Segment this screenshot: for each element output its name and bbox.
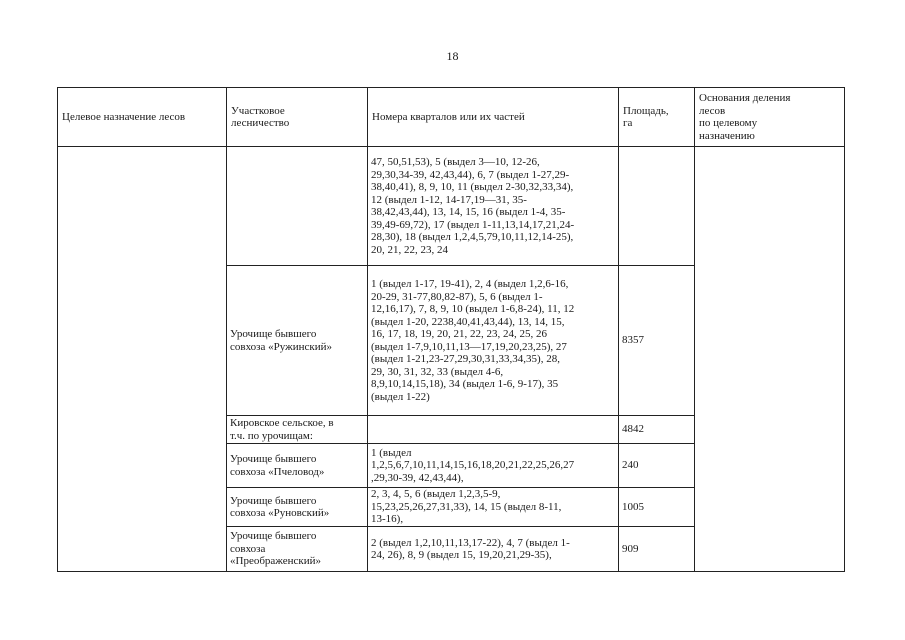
header-basis-line1: Основания деления (699, 92, 791, 104)
header-area-line2: га (623, 117, 633, 129)
area-cell: 240 (619, 444, 695, 488)
header-quarters (368, 88, 619, 147)
area-cell: 909 (619, 527, 695, 572)
district-cell: Кировское сельское, в т.ч. по урочищам: (227, 416, 368, 444)
forest-purpose-cell (58, 147, 227, 572)
quarters-cell: 1 (выдел 1-17, 19-41), 2, 4 (выдел 1,2,6-16, 20-29, 31-77,80,82-87), 5, 6 (выдел 1- 12,16,17), 7, 8, 9, 10 (выдел 1-6,8-24), 11, 12 (выдел 1-20, 2238,40,41,43,44), 13, 14, 15, 16, 17, 18, 19, 20, 21, 22, 23, 24, 25, 26 (выдел 1-7,9,10,11,13—17,19,20,23,25), 27 (выдел 1-21,23-27,29,30,31,33,34,35), 28, 29, 30, 31, 32, 33 (выдел 4-6, 8,9,10,14,15,18), 34 (выдел 1-6, 9-17), 35 (выдел 1-22) (368, 266, 619, 416)
table-row (58, 147, 845, 266)
forest-purpose-table (57, 87, 845, 572)
header-district-line1: Участковое (231, 104, 285, 117)
basis-cell (695, 147, 845, 572)
quarters-cell: 2 (выдел 1,2,10,11,13,17-22), 4, 7 (выдел 1- 24, 26), 8, 9 (выдел 15, 19,20,21,29-35), (368, 527, 619, 572)
quarters-cell: 47, 50,51,53), 5 (выдел 3—10, 12-26, 29,30,34-39, 42,43,44), 6, 7 (выдел 1-27,29- 38,40,41), 8, 9, 10, 11 (выдел 2-30,32,33,34), 12 (выдел 1-12, 14-17,19—31, 35- 38,42,43,44), 13, 14, 15, 16 (выдел 1-4, 35- 39,49-69,72), 17 (выдел 1-11,13,14,17,21,24- 28,30), 18 (выдел 1,2,4,5,79,10,11,12,14-25), 20, 21, 22, 23, 24 (368, 147, 619, 266)
header-basis-line3: по целевому (699, 117, 758, 129)
header-basis-line4: назначению (699, 129, 755, 142)
district-cell: Урочище бывшего совхоза «Преображенский» (227, 527, 368, 572)
header-area (619, 88, 695, 147)
area-cell (619, 147, 695, 266)
district-cell: Урочище бывшего совхоза «Руновский» (227, 488, 368, 527)
header-forest-purpose-label: Целевое назначение лесов (62, 110, 186, 123)
area-total-cell: 4842 (619, 416, 695, 444)
header-district (227, 88, 368, 147)
area-cell: 8357 (619, 266, 695, 416)
district-cell: Урочище бывшего совхоза «Ружинский» (227, 266, 368, 416)
header-district-line2: лесничество (231, 117, 290, 129)
page-number: 18 (446, 49, 459, 63)
quarters-cell: 2, 3, 4, 5, 6 (выдел 1,2,3,5-9, 15,23,25,26,27,31,33), 14, 15 (выдел 8-11, 13-16), (368, 488, 619, 527)
table-header-row (58, 88, 845, 147)
header-forest-purpose (58, 88, 227, 147)
quarters-cell (368, 416, 619, 444)
header-area-line1: Площадь, (623, 104, 669, 117)
quarters-cell: 1 (выдел 1,2,5,6,7,10,11,14,15,16,18,20,21,22,25,26,27 ,29,30-39, 42,43,44), (368, 444, 619, 488)
district-cell: Урочище бывшего совхоза «Пчеловод» (227, 444, 368, 488)
header-basis (695, 88, 845, 147)
header-basis-line2: лесов (699, 104, 726, 117)
area-cell: 1005 (619, 488, 695, 527)
header-quarters-label: Номера кварталов или их частей (372, 110, 525, 123)
district-cell (227, 147, 368, 266)
